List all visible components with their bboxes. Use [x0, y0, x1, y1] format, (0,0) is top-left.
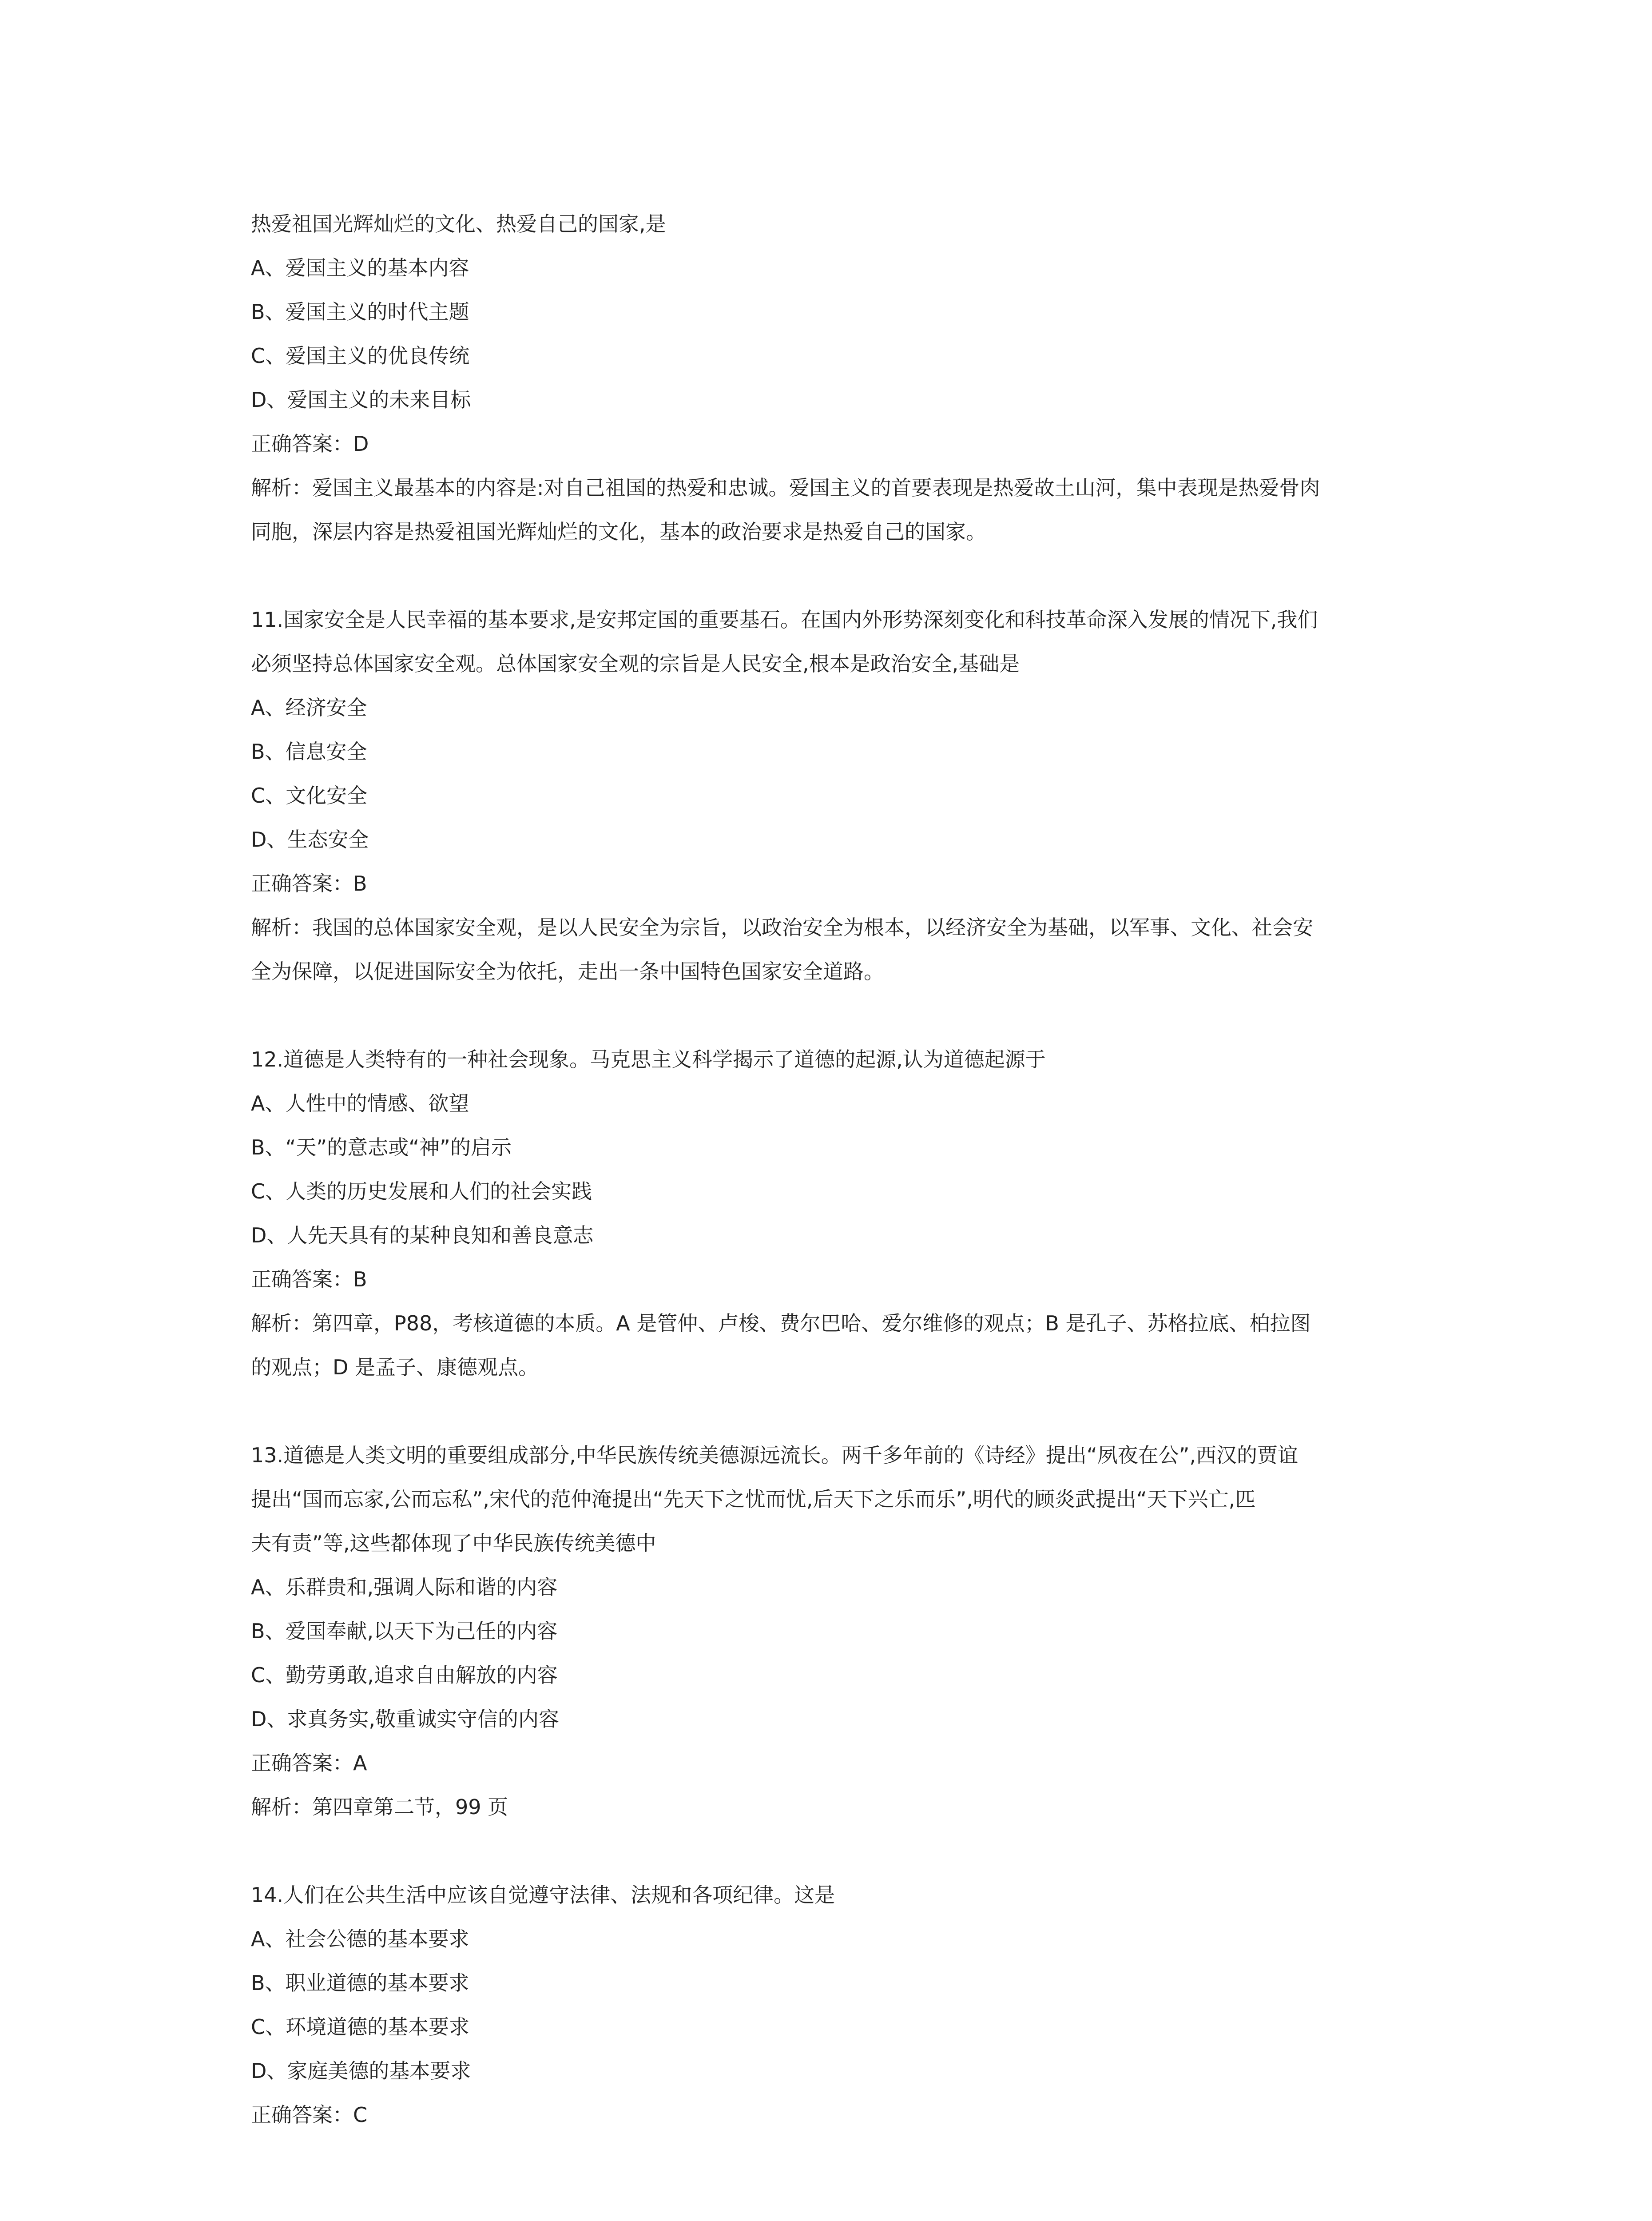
option-b: B、爱国奉献,以天下为己任的内容 [251, 1619, 558, 1643]
question-stem-line-3: 夫有责”等,这些都体现了中华民族传统美德中 [251, 1531, 656, 1555]
question-block-11 [251, 598, 1414, 994]
option-b: B、职业道德的基本要求 [251, 1971, 469, 1995]
option-d: D、生态安全 [251, 828, 369, 852]
analysis-line-2: 的观点；D 是孟子、康德观点。 [251, 1355, 539, 1379]
option-d: D、家庭美德的基本要求 [251, 2059, 471, 2083]
analysis-line-1: 解析：爱国主义最基本的内容是:对自己祖国的热爱和忠诚。爱国主义的首要表现是热爱故土山河，集中表现是热爱骨肉 [251, 476, 1320, 500]
question-stem-line-1: 13.道德是人类文明的重要组成部分,中华民族传统美德源远流长。两千多年前的《诗经》提出“夙夜在公”,西汉的贾谊 [251, 1443, 1299, 1467]
option-b: B、信息安全 [251, 740, 367, 764]
option-d: D、人先天具有的某种良知和善良意志 [251, 1223, 594, 1247]
option-c: C、环境道德的基本要求 [251, 2015, 470, 2039]
option-a: A、经济安全 [251, 696, 367, 720]
option-b: B、爱国主义的时代主题 [251, 300, 469, 324]
option-c: C、文化安全 [251, 784, 368, 808]
correct-answer: 正确答案：B [251, 1267, 367, 1291]
question-stem-line-1: 11.国家安全是人民幸福的基本要求,是安邦定国的重要基石。在国内外形势深刻变化和科技革命深入发展的情况下,我们 [251, 608, 1318, 632]
option-c: C、勤劳勇敢,追求自由解放的内容 [251, 1663, 558, 1687]
question-stem: 14.人们在公共生活中应该自觉遵守法律、法规和各项纪律。这是 [251, 1883, 835, 1907]
correct-answer: 正确答案：A [251, 1751, 367, 1775]
question-block-10 [251, 202, 1414, 554]
question-stem: 热爱祖国光辉灿烂的文化、热爱自己的国家,是 [251, 212, 666, 236]
analysis-line-2: 同胞，深层内容是热爱祖国光辉灿烂的文化，基本的政治要求是热爱自己的国家。 [251, 520, 986, 544]
question-stem-line-2: 必须坚持总体国家安全观。总体国家安全观的宗旨是人民安全,根本是政治安全,基础是 [251, 652, 1020, 676]
option-a: A、社会公德的基本要求 [251, 1927, 469, 1951]
question-block-14 [251, 1873, 1414, 2137]
correct-answer: 正确答案：B [251, 872, 367, 896]
option-d: D、求真务实,敬重诚实守信的内容 [251, 1707, 560, 1731]
option-a: A、人性中的情感、欲望 [251, 1091, 469, 1115]
option-d: D、爱国主义的未来目标 [251, 388, 471, 412]
option-a: A、乐群贵和,强调人际和谐的内容 [251, 1575, 558, 1599]
analysis-line-1: 解析：第四章第二节，99 页 [251, 1795, 508, 1819]
option-c: C、人类的历史发展和人们的社会实践 [251, 1179, 592, 1203]
analysis-line-1: 解析：我国的总体国家安全观，是以人民安全为宗旨，以政治安全为根本，以经济安全为基础，以军事、文化、社会安 [251, 915, 1313, 939]
correct-answer: 正确答案：D [251, 432, 369, 456]
question-stem: 12.道德是人类特有的一种社会现象。马克思主义科学揭示了道德的起源,认为道德起源于 [251, 1047, 1046, 1071]
option-c: C、爱国主义的优良传统 [251, 344, 470, 368]
correct-answer: 正确答案：C [251, 2103, 368, 2127]
question-block-12 [251, 1038, 1414, 1389]
document-content [251, 202, 1414, 2137]
question-stem-line-2: 提出“国而忘家,公而忘私”,宋代的范仲淹提出“先天下之忧而忧,后天下之乐而乐”,明代的顾炎武提出“天下兴亡,匹 [251, 1487, 1256, 1511]
option-b: B、“天”的意志或“神”的启示 [251, 1135, 512, 1159]
option-a: A、爱国主义的基本内容 [251, 256, 469, 280]
analysis-line-1: 解析：第四章，P88，考核道德的本质。A 是管仲、卢梭、费尔巴哈、爱尔维修的观点；B 是孔子、苏格拉底、柏拉图 [251, 1311, 1311, 1335]
analysis-line-2: 全为保障，以促进国际安全为依托，走出一条中国特色国家安全道路。 [251, 959, 884, 983]
question-block-13 [251, 1433, 1414, 1829]
